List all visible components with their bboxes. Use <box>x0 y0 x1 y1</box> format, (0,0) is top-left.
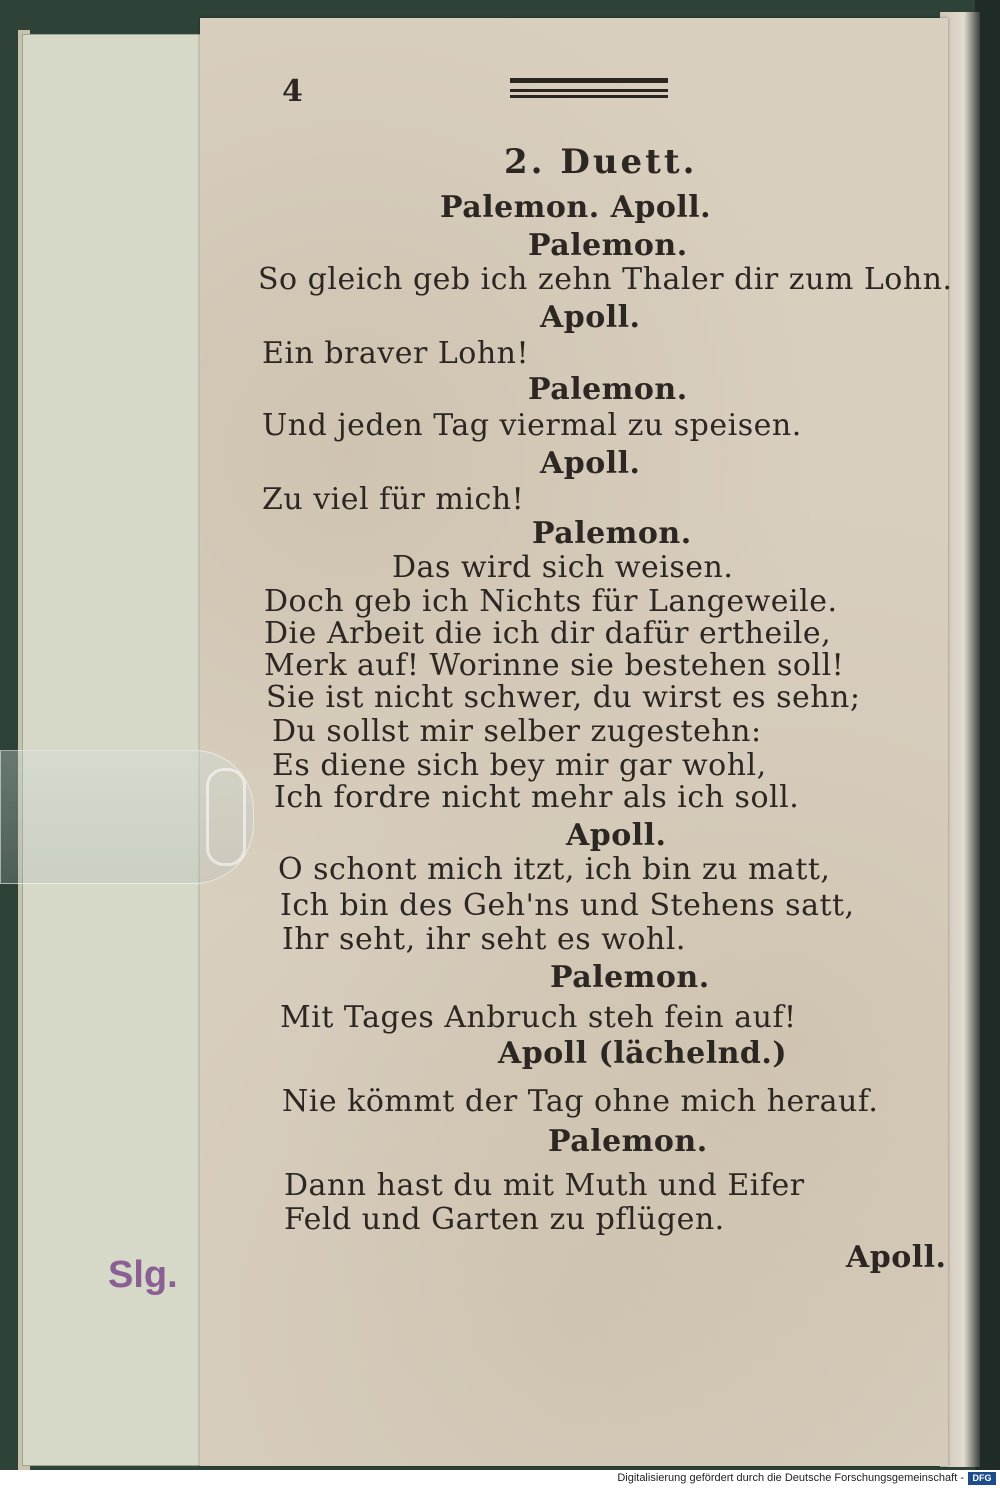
catchword: Apoll. <box>846 1240 947 1275</box>
verse-line: Das wird sich weisen. <box>392 550 734 585</box>
verse-line: Merk auf! Worinne sie bestehen soll! <box>264 648 845 683</box>
speaker-name: Apoll. <box>540 446 641 481</box>
library-stamp: Slg. <box>108 1254 178 1296</box>
verse-line: Sie ist nicht schwer, du wirst es sehn; <box>266 680 861 715</box>
speaker-name: Palemon. <box>532 516 692 551</box>
speaker-name: Palemon. <box>548 1124 708 1159</box>
verse-line: Nie kömmt der Tag ohne mich herauf. <box>282 1084 879 1119</box>
speaker-name: Palemon. <box>528 228 688 263</box>
verse-line: Zu viel für mich! <box>262 482 525 517</box>
verse-line: Es diene sich bey mir gar wohl, <box>272 748 767 783</box>
verse-line: O schont mich itzt, ich bin zu matt, <box>278 852 831 887</box>
verse-line: Die Arbeit die ich dir dafür ertheile, <box>264 616 832 651</box>
header-rule <box>510 89 668 92</box>
cast-list: Palemon. Apoll. <box>440 190 712 225</box>
glass-page-weight-edge <box>206 768 246 866</box>
verse-line: Und jeden Tag viermal zu speisen. <box>262 408 802 443</box>
verse-line: Feld und Garten zu pflügen. <box>284 1202 725 1237</box>
dfg-logo: DFG <box>968 1472 996 1485</box>
funding-credit: Digitalisierung gefördert durch die Deutsche Forschungsgemeinschaft - <box>617 1472 964 1484</box>
verse-line: Ich bin des Geh'ns und Stehens satt, <box>280 888 855 923</box>
verse-line: Ein braver Lohn! <box>262 336 530 371</box>
speaker-name: Apoll (lächelnd.) <box>498 1036 788 1071</box>
speaker-name: Palemon. <box>550 960 710 995</box>
verse-line: Doch geb ich Nichts für Langeweile. <box>264 584 838 619</box>
verse-line: Ich fordre nicht mehr als ich soll. <box>274 780 800 815</box>
header-rule <box>510 78 668 83</box>
speaker-name: Apoll. <box>566 818 667 853</box>
page-number: 4 <box>282 74 303 109</box>
verse-line: So gleich geb ich zehn Thaler dir zum Lohn. <box>258 262 953 297</box>
verse-line: Ihr seht, ihr seht es wohl. <box>282 922 686 957</box>
verse-line: Du sollst mir selber zugestehn: <box>272 714 762 749</box>
verse-line: Dann hast du mit Muth und Eifer <box>284 1168 805 1203</box>
speaker-name: Palemon. <box>528 372 688 407</box>
header-rule <box>510 95 668 98</box>
section-title: 2. Duett. <box>504 142 698 182</box>
verse-line: Mit Tages Anbruch steh fein auf! <box>280 1000 797 1035</box>
speaker-name: Apoll. <box>540 300 641 335</box>
